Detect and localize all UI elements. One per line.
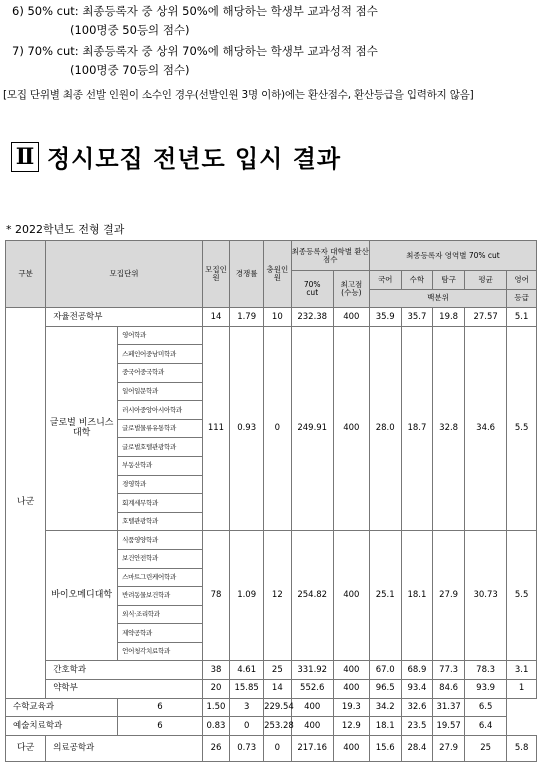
header-grade: 등급 bbox=[507, 289, 537, 308]
dept-item: 중국어중국학과 bbox=[118, 363, 203, 382]
results-table bbox=[5, 240, 537, 762]
group-da: 다군 bbox=[6, 735, 46, 761]
table-row: 약학부 20 15.85 14 552.6 400 96.5 93.4 84.6 93.9 1 bbox=[6, 680, 537, 699]
dept-item: 러시아중앙아시아학과 bbox=[118, 401, 203, 420]
header-extra: 충원인원 bbox=[264, 241, 292, 308]
header-unit: 모집단위 bbox=[46, 241, 203, 308]
dept-item: 글로벌호텔관광학과 bbox=[118, 438, 203, 457]
header-max: 최고점 (수능) bbox=[333, 271, 369, 308]
dept-item: 스페인어중남미학과 bbox=[118, 345, 203, 364]
dept-item: 경영학과 bbox=[118, 475, 203, 494]
header-percentile: 백분위 bbox=[369, 289, 506, 308]
header-area-cut: 최종등록자 영역별 70% cut bbox=[369, 241, 536, 271]
table-subtitle: * 2022학년도 전형 결과 bbox=[6, 223, 125, 236]
dept-item: 일어일문학과 bbox=[118, 382, 203, 401]
dept-item: 글로벌물류유통학과 bbox=[118, 419, 203, 438]
section-title bbox=[11, 139, 341, 174]
note-6: 6) 50% cut: 최종등록자 중 상위 50%에 해당하는 학생부 교과성적 점수 bbox=[12, 4, 378, 18]
notice-text: [모집 단위별 최종 선발 인원이 소수인 경우(선발인원 3명 이하)에는 환산점수, 환산등급을 입력하지 않음] bbox=[3, 89, 474, 101]
header-inquiry: 탐구 bbox=[433, 271, 465, 290]
dept-item: 반려동물보건학과 bbox=[118, 587, 203, 606]
dept-item: 제약공학과 bbox=[118, 624, 203, 643]
table-row: 글로벌 비즈니스대학 영어학과 111 0.93 0 249.91 400 28.0 18.7 32.8 34.6 5.5 bbox=[6, 326, 537, 345]
table-row: 나군 자율전공학부 14 1.79 10 232.38 400 35.9 35.7 19.8 27.57 5.1 bbox=[6, 308, 537, 327]
dept-item: 회계세무학과 bbox=[118, 494, 203, 513]
dept-item: 스마트그린케어학과 bbox=[118, 568, 203, 587]
dept-item: 부동산학과 bbox=[118, 456, 203, 475]
note-7: 7) 70% cut: 최종등록자 중 상위 70%에 해당하는 학생부 교과성적 점수 bbox=[12, 44, 378, 58]
header-quota: 모집인원 bbox=[202, 241, 230, 308]
section-number-box: Ⅱ bbox=[11, 142, 39, 172]
section-title-text: 정시모집 전년도 입시 결과 bbox=[47, 145, 342, 173]
header-gubun: 구분 bbox=[6, 241, 46, 308]
header-english: 영어 bbox=[507, 271, 537, 290]
header-competition: 경쟁률 bbox=[230, 241, 264, 308]
dept-item: 언어청각치료학과 bbox=[118, 642, 203, 661]
table-row: 수학교육과 6 1.50 3 229.54 400 19.3 34.2 32.6 31.37 6.5 bbox=[6, 698, 537, 717]
college-global: 글로벌 비즈니스대학 bbox=[46, 326, 118, 531]
header-cut-70: 70% cut bbox=[291, 271, 333, 308]
college-bio: 바이오메디대학 bbox=[46, 531, 118, 661]
note-7-sub: (100명중 70등의 점수) bbox=[70, 63, 190, 77]
header-conversion: 최종등록자 대학별 환산점수 bbox=[291, 241, 369, 271]
header-korean: 국어 bbox=[369, 271, 401, 290]
header-average: 평균 bbox=[464, 271, 506, 290]
table-row: 다군 의료공학과 26 0.73 0 217.16 400 15.6 28.4 27.9 25 5.8 bbox=[6, 735, 537, 761]
dept-item: 보건안전학과 bbox=[118, 549, 203, 568]
group-na: 나군 bbox=[6, 308, 46, 698]
table-row: 예술치료학과 6 0.83 0 253.28 400 12.9 18.1 23.5 19.57 6.4 bbox=[6, 717, 537, 736]
table-row: 바이오메디대학 식품영양학과 78 1.09 12 254.82 400 25.1 18.1 27.9 30.73 5.5 bbox=[6, 531, 537, 550]
header-math: 수학 bbox=[401, 271, 433, 290]
dept-item: 호텔관광학과 bbox=[118, 512, 203, 531]
table-row: 간호학과 38 4.61 25 331.92 400 67.0 68.9 77.3 78.3 3.1 bbox=[6, 661, 537, 680]
note-6-sub: (100명중 50등의 점수) bbox=[70, 23, 190, 37]
dept-item: 외식·조리학과 bbox=[118, 605, 203, 624]
